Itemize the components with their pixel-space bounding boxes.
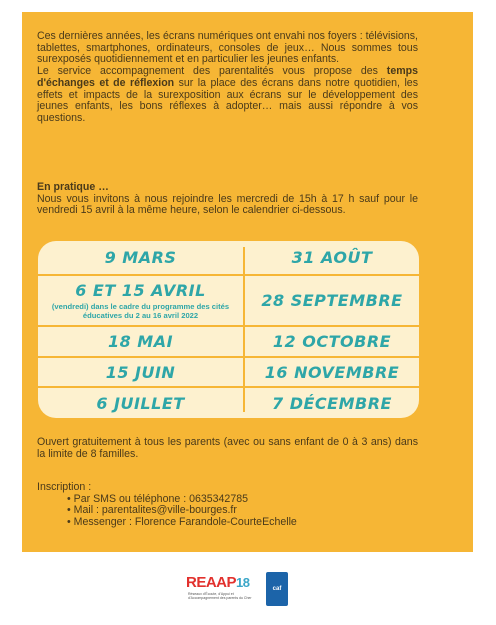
access-text: Ouvert gratuitement à tous les parents (avec ou sans enfant de 0 à 3 ans) dans la limite de 8 familles.	[37, 436, 418, 460]
practical-heading: En pratique …	[37, 181, 109, 193]
calendar-date-left: 15 JUIN	[105, 362, 176, 382]
reaap-logo-subtitle: Réseaux d'Écoute, d'Appui et d'Accompagnement des parents du Cher	[188, 592, 252, 600]
calendar-date-left: 6 JUILLET	[96, 393, 185, 413]
reaap-logo	[186, 574, 249, 591]
calendar-date-left: 18 MAI	[107, 332, 174, 351]
calendar-date-right: 16 NOVEMBRE	[264, 362, 400, 382]
inscription-item-mail: • Mail : parentalites@ville-bourges.fr	[67, 505, 418, 517]
reaap-logo-text: REAAP	[186, 574, 237, 591]
inscription-label: Inscription :	[37, 481, 92, 493]
intro-text	[37, 31, 418, 125]
practical-text: Nous vous invitons à nous rejoindre les mercredi de 15h à 17 h sauf pour le vendredi 15 avril à la même heure, selon le calendrier ci-dessous.	[37, 192, 418, 217]
calendar-table	[38, 241, 419, 418]
caf-logo: caf	[266, 572, 288, 606]
practical-section	[37, 182, 418, 217]
intro-paragraph-2-end: sur la place des écrans dans notre quotidien, les effets et impacts de la surexposition aux écrans sur le développement des jeunes enfants, les bons réflexes à adopter… mais aussi répondre à vos questions.	[37, 76, 418, 124]
calendar-date-note: (vendredi) dans le cadre du programme des cités éducatives du 2 au 16 avril 2022	[51, 302, 230, 320]
reaap-logo-number: 18	[236, 575, 250, 590]
calendar-date-label: 6 ET 15 AVRIL	[75, 281, 206, 300]
intro-paragraph-2-start: Le service accompagnement des parentalités vous propose des	[37, 65, 387, 78]
intro-paragraph-2-bold: temps d'échanges et de réflexion	[37, 65, 418, 89]
calendar-date-left: 9 MARS	[104, 248, 177, 267]
inscription-item-sms: • Par SMS ou téléphone : 0635342785	[67, 494, 418, 506]
calendar-date-left	[38, 276, 243, 325]
partner-logos	[186, 572, 300, 608]
intro-paragraph-1: Ces dernières années, les écrans numériques ont envahi nos foyers : télévisions, tablettes, smartphones, ordinateurs, consoles de jeux… Nous sommes tous surexposés quotidiennement et en particulier les jeunes enfants.	[37, 30, 418, 66]
inscription-section	[37, 482, 418, 529]
inscription-list	[37, 494, 418, 529]
inscription-item-messenger: • Messenger : Florence Farandole-CourteEchelle	[67, 517, 418, 529]
calendar-date-right: 12 OCTOBRE	[272, 332, 392, 351]
calendar-date-right: 7 DÉCEMBRE	[272, 393, 392, 413]
calendar-date-right: 28 SEPTEMBRE	[261, 291, 403, 310]
calendar-date-right: 31 AOÛT	[291, 248, 373, 267]
